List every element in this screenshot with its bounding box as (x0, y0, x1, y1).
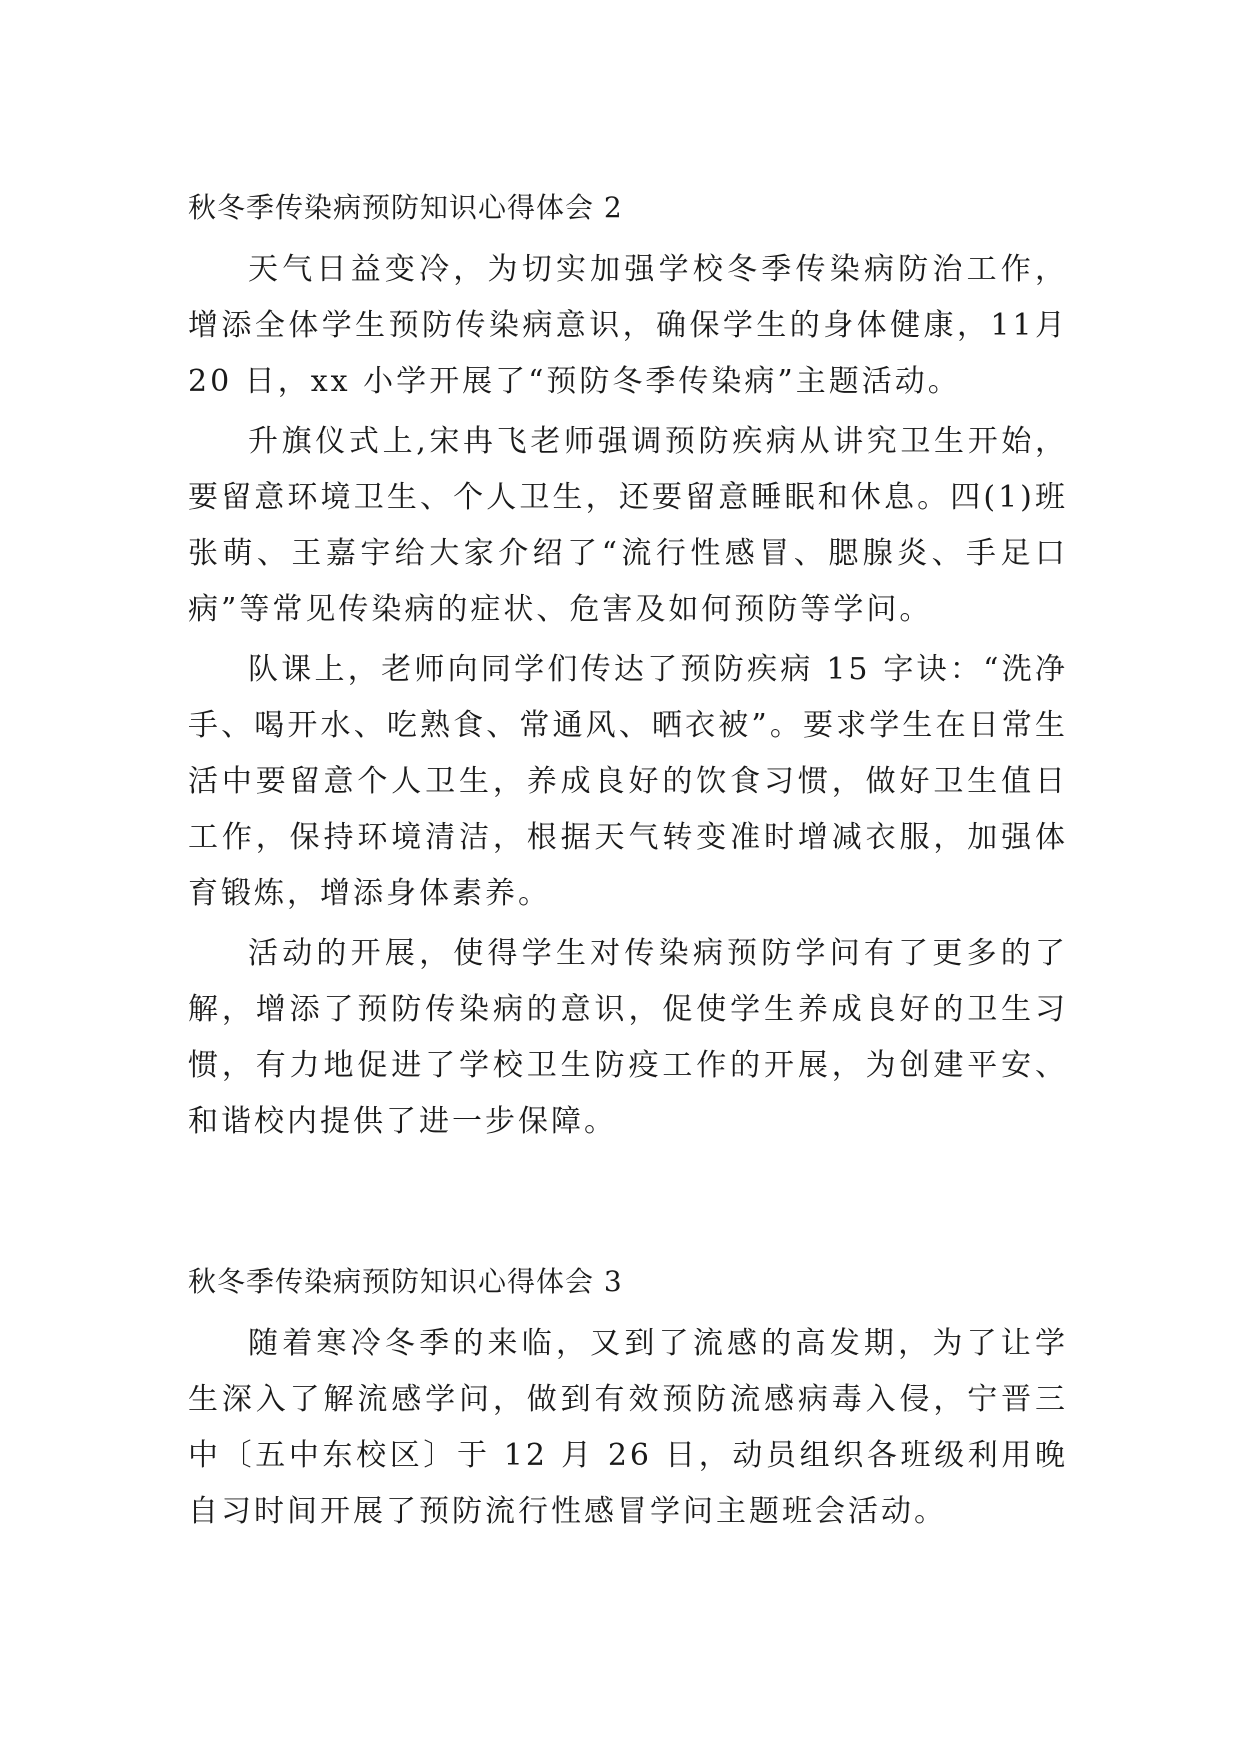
paragraph: 升旗仪式上,宋冉飞老师强调预防疾病从讲究卫生开始，要留意环境卫生、个人卫生，还要留意睡眠和休息。四(1)班张萌、王嘉宇给大家介绍了“流行性感冒、腮腺炎、手足口病”等常见传染病的症状、危害及如何预防等学问。 (188, 424, 1068, 627)
section-heading: 秋冬季传染病预防知识心得体会 3 (188, 1265, 623, 1298)
paragraph: 随着寒冷冬季的来临，又到了流感的高发期，为了让学生深入了解流感学问，做到有效预防流感病毒入侵，宁晋三中〔五中东校区〕于 12 月 26 日，动员组织各班级利用晚自习时间开展了预防流行性感冒学问主题班会活动。 (188, 1326, 1068, 1529)
essay-section-3 (188, 1262, 1068, 1544)
paragraph: 天气日益变冷，为切实加强学校冬季传染病防治工作，增添全体学生预防传染病意识，确保学生的身体健康，11月 20 日，xx 小学开展了“预防冬季传染病”主题活动。 (188, 252, 1068, 399)
paragraph: 活动的开展，使得学生对传染病预防学问有了更多的了解，增添了预防传染病的意识，促使学生养成良好的卫生习惯，有力地促进了学校卫生防疫工作的开展，为创建平安、和谐校内提供了进一步保障。 (188, 936, 1068, 1139)
paragraph: 队课上，老师向同学们传达了预防疾病 15 字诀：“洗净手、喝开水、吃熟食、常通风、晒衣被”。要求学生在日常生活中要留意个人卫生，养成良好的饮食习惯，做好卫生值日工作，保持环境清洁，根据天气转变准时增减衣服，加强体育锻炼，增添身体素养。 (188, 652, 1068, 911)
essay-section-2 (188, 188, 1068, 1154)
section-heading: 秋冬季传染病预防知识心得体会 2 (188, 191, 623, 224)
